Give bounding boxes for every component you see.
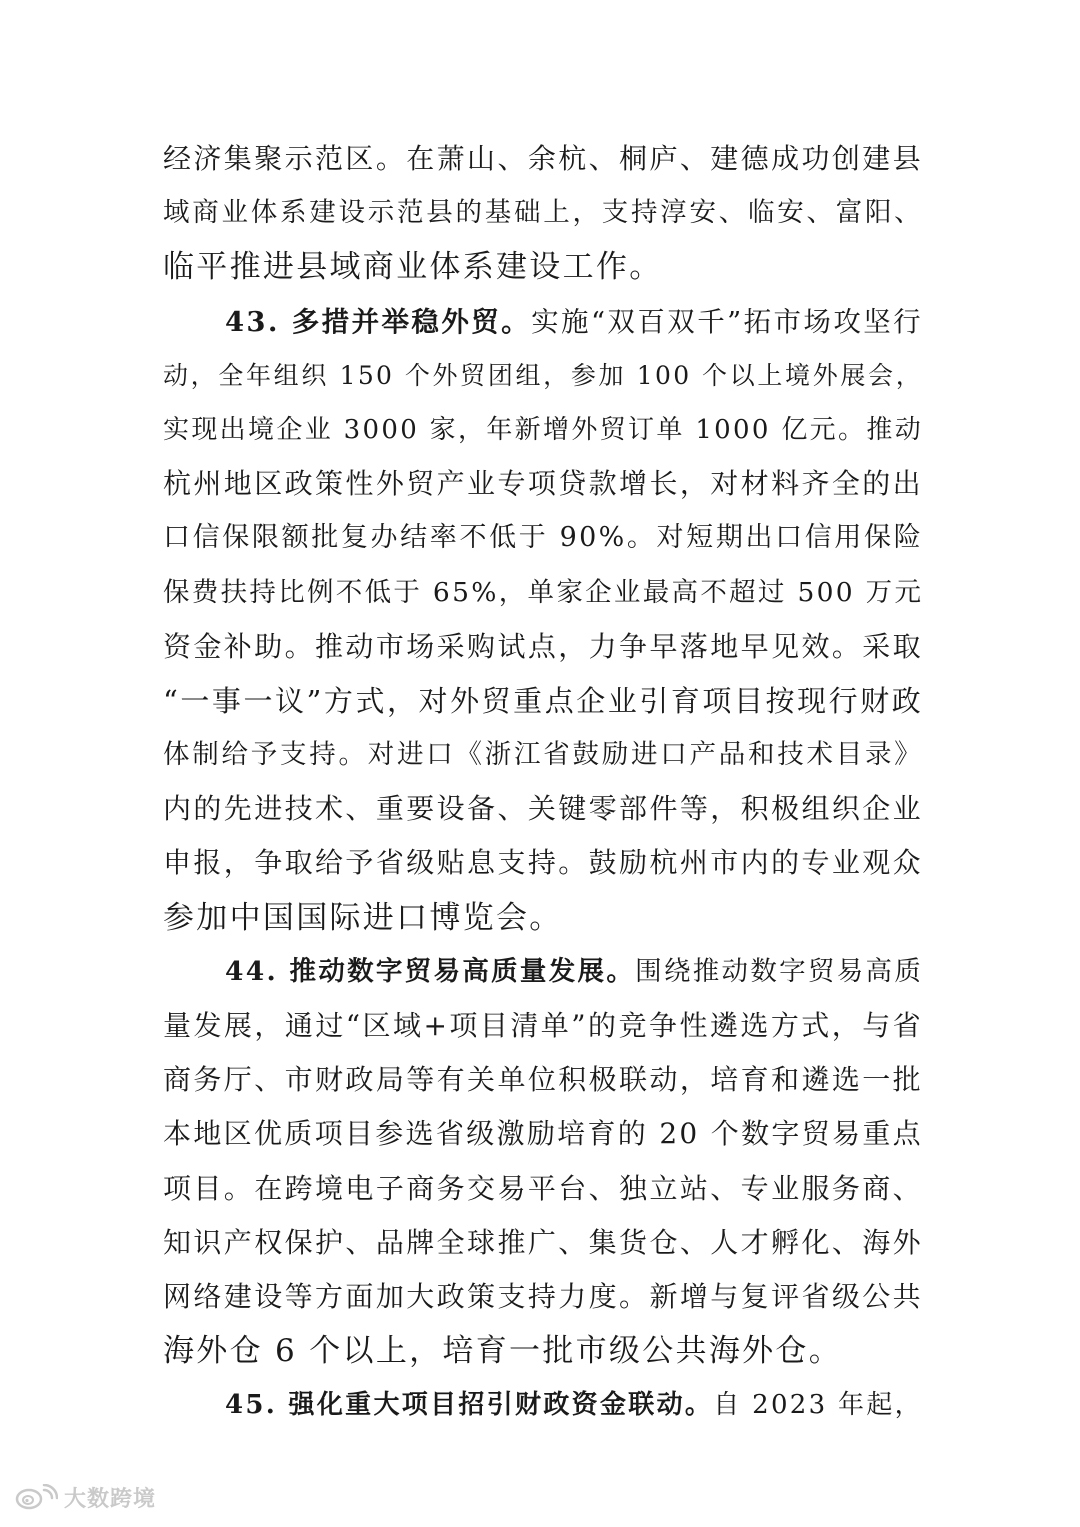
text-line: 域商业体系建设示范县的基础上，支持淳安、临安、富阳、	[163, 197, 923, 229]
line-text: 围绕推动数字贸易高质	[635, 955, 923, 987]
section-heading: 45. 强化重大项目招引财政资金联动。	[225, 1390, 714, 1421]
text-line	[163, 945, 923, 999]
text-line: 保费扶持比例不低于 65%，单家企业最高不超过 500 万元	[163, 576, 923, 608]
text-line: “一事一议”方式，对外贸重点企业引育项目按现行财政	[163, 683, 923, 718]
weibo-logo-icon	[14, 1484, 58, 1510]
text-line: 经济集聚示范区。在萧山、余杭、桐庐、建德成功创建县	[163, 142, 923, 175]
document-body	[163, 132, 923, 1433]
line-text: 自 2023 年起，	[713, 1390, 923, 1421]
text-line: 资金补助。推动市场采购试点，力争早落地早见效。采取	[163, 629, 923, 663]
watermark	[14, 1480, 156, 1514]
watermark-text: 大数跨境	[64, 1486, 157, 1512]
text-line	[163, 1378, 923, 1432]
text-line: 本地区优质项目参选省级激励培育的 20 个数字贸易重点	[163, 1117, 923, 1151]
section-heading: 43. 多措并举稳外贸。	[225, 305, 532, 338]
text-line: 网络建设等方面加大政策支持力度。新增与复评省级公共	[163, 1279, 923, 1313]
text-line: 参加中国国际进口博览会。	[163, 899, 563, 936]
text-line: 申报，争取给予省级贴息支持。鼓励杭州市内的专业观众	[163, 846, 923, 880]
text-line: 知识产权保护、品牌全球推广、集货仓、人才孵化、海外	[163, 1225, 923, 1259]
text-line: 商务厅、市财政局等有关单位积极联动，培育和遴选一批	[163, 1063, 923, 1097]
text-line: 临平推进县域商业体系建设工作。	[163, 249, 663, 286]
text-line: 项目。在跨境电子商务交易平台、独立站、专业服务商、	[163, 1171, 923, 1205]
text-line	[163, 295, 923, 349]
text-line: 口信保限额批复办结率不低于 90%。对短期出口信用保险	[163, 522, 923, 554]
text-line: 动，全年组织 150 个外贸团组，参加 100 个以上境外展会，	[163, 360, 923, 390]
text-line: 内的先进技术、重要设备、关键零部件等，积极组织企业	[163, 792, 923, 826]
text-line: 海外仓 6 个以上，培育一批市级公共海外仓。	[163, 1333, 843, 1370]
section-heading: 44. 推动数字贸易高质量发展。	[225, 955, 636, 987]
text-line: 杭州地区政策性外贸产业专项贷款增长，对材料齐全的出	[163, 467, 923, 501]
line-text: 实施“双百双千”拓市场攻坚行	[531, 305, 923, 338]
text-line: 量发展，通过“区域+项目清单”的竞争性遴选方式，与省	[163, 1009, 923, 1042]
text-line: 体制给予支持。对进口《浙江省鼓励进口产品和技术目录》	[163, 739, 923, 771]
text-line: 实现出境企业 3000 家，年新增外贸订单 1000 亿元。推动	[163, 414, 923, 445]
